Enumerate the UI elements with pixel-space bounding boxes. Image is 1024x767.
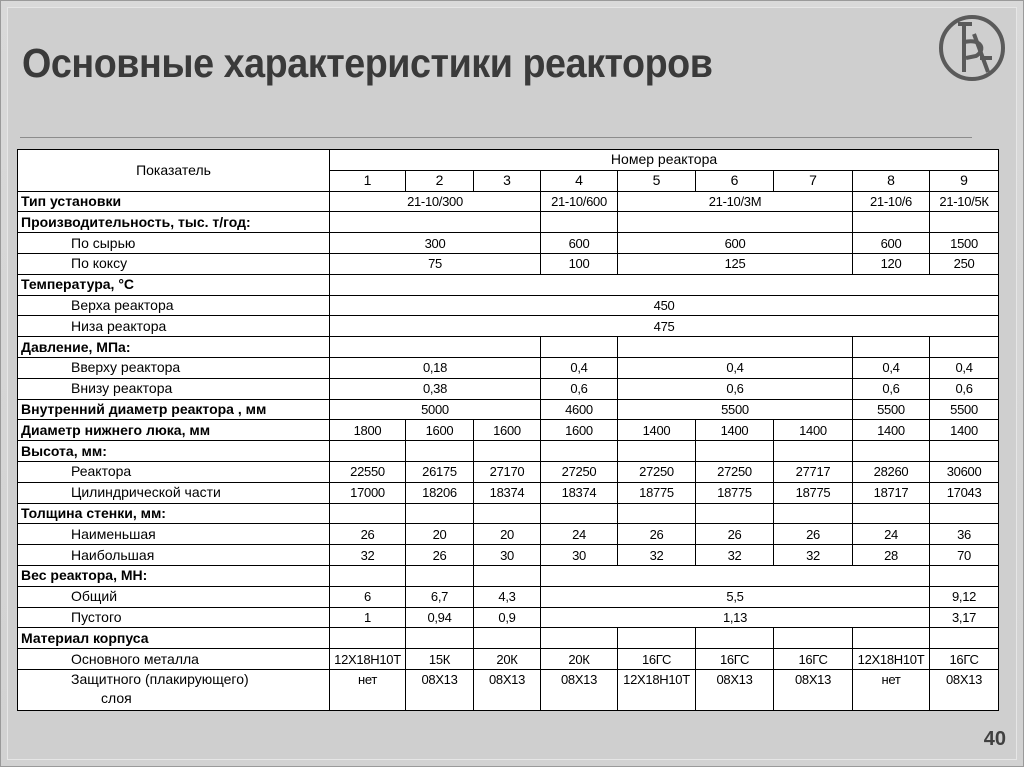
table-cell: 26	[330, 524, 406, 545]
table-row-weight-empty	[18, 607, 999, 628]
table-cell: 36	[930, 524, 999, 545]
table-row-wall-max	[18, 545, 999, 566]
table-cell: 1	[330, 607, 406, 628]
table-cell: 450	[330, 295, 999, 316]
table-row-hatch-diameter	[18, 420, 999, 441]
table-row-pressure	[18, 337, 999, 358]
table-cell	[330, 503, 406, 524]
header-row-1	[18, 150, 999, 171]
table-cell: 0,6	[541, 378, 618, 399]
table-cell: 600	[853, 233, 930, 254]
table-cell: 70	[930, 545, 999, 566]
table-cell: 27250	[618, 461, 696, 482]
table-cell	[474, 441, 541, 462]
table-cell	[330, 337, 541, 358]
table-cell	[330, 274, 999, 295]
table-row-productivity	[18, 212, 999, 233]
row-label: Вверху реактора	[18, 357, 330, 378]
table-cell: 18775	[618, 482, 696, 503]
table-cell	[774, 628, 853, 649]
table-cell	[330, 628, 406, 649]
table-cell: 0,18	[330, 357, 541, 378]
table-cell	[774, 503, 853, 524]
table-row-height-cylinder	[18, 482, 999, 503]
table-cell	[696, 628, 774, 649]
table-cell	[853, 628, 930, 649]
reactor-number: 5	[618, 170, 696, 191]
table-cell: 1600	[406, 420, 474, 441]
reactor-characteristics-table	[17, 149, 999, 711]
table-cell	[406, 503, 474, 524]
table-cell: нет	[853, 669, 930, 710]
table-cell: 1600	[541, 420, 618, 441]
table-cell: 0,4	[541, 357, 618, 378]
row-label-line1: Защитного (плакирующего)	[71, 670, 249, 687]
table-cell: 18775	[774, 482, 853, 503]
table-cell: нет	[330, 669, 406, 710]
table-cell	[541, 212, 618, 233]
row-label: Реактора	[18, 461, 330, 482]
table-row-coke	[18, 253, 999, 274]
row-label: Пустого	[18, 607, 330, 628]
table-cell: 0,4	[853, 357, 930, 378]
table-cell: 18206	[406, 482, 474, 503]
table-row-pressure-bottom	[18, 378, 999, 399]
row-label: Наибольшая	[18, 545, 330, 566]
table-cell: 5,5	[541, 586, 930, 607]
table-row-material-base	[18, 649, 999, 670]
table-cell	[474, 503, 541, 524]
row-label: Высота, мм:	[18, 441, 330, 462]
row-label: Верха реактора	[18, 295, 330, 316]
table-cell	[330, 441, 406, 462]
table-cell	[618, 441, 696, 462]
table-cell: 12Х18Н10Т	[330, 649, 406, 670]
table-cell	[853, 212, 930, 233]
row-label: Толщина стенки, мм:	[18, 503, 330, 524]
reactor-table-container	[17, 149, 998, 711]
table-cell: 32	[774, 545, 853, 566]
table-cell: 30	[541, 545, 618, 566]
table-cell: 1500	[930, 233, 999, 254]
table-cell: 22550	[330, 461, 406, 482]
table-cell	[618, 503, 696, 524]
table-cell: 1400	[930, 420, 999, 441]
table-cell	[930, 337, 999, 358]
company-logo-icon	[936, 12, 1008, 84]
table-row-wall	[18, 503, 999, 524]
table-cell: 0,38	[330, 378, 541, 399]
table-cell: 21-10/5К	[930, 191, 999, 212]
table-cell: 6	[330, 586, 406, 607]
table-cell: 08Х13	[696, 669, 774, 710]
table-cell: 32	[330, 545, 406, 566]
table-cell: 21-10/6	[853, 191, 930, 212]
row-label: Внутренний диаметр реактора , мм	[18, 399, 330, 420]
table-cell: 0,6	[930, 378, 999, 399]
table-cell	[696, 503, 774, 524]
reactor-number: 4	[541, 170, 618, 191]
table-cell: 27250	[541, 461, 618, 482]
table-cell	[330, 565, 406, 586]
table-cell: 600	[618, 233, 853, 254]
reactor-number: 1	[330, 170, 406, 191]
table-cell: 30	[474, 545, 541, 566]
row-label: Диаметр нижнего люка, мм	[18, 420, 330, 441]
table-cell: 32	[696, 545, 774, 566]
reactor-number: 8	[853, 170, 930, 191]
table-cell	[853, 441, 930, 462]
table-cell: 18717	[853, 482, 930, 503]
table-row-temp-top	[18, 295, 999, 316]
row-label: Тип установки	[18, 191, 330, 212]
table-cell: 21-10/300	[330, 191, 541, 212]
table-cell: 32	[618, 545, 696, 566]
table-cell: 20	[406, 524, 474, 545]
table-cell	[618, 212, 853, 233]
table-cell	[541, 565, 930, 586]
row-label: Общий	[18, 586, 330, 607]
reactor-number-header: Номер реактора	[330, 150, 999, 171]
row-label: Материал корпуса	[18, 628, 330, 649]
table-cell: 0,4	[618, 357, 853, 378]
table-cell	[541, 503, 618, 524]
table-row-temperature	[18, 274, 999, 295]
table-cell: 18374	[474, 482, 541, 503]
row-label-line2: слоя	[101, 689, 132, 706]
table-cell: 18775	[696, 482, 774, 503]
table-cell: 27717	[774, 461, 853, 482]
table-cell: 475	[330, 316, 999, 337]
table-cell: 1600	[474, 420, 541, 441]
row-label: По коксу	[18, 253, 330, 274]
table-cell: 125	[618, 253, 853, 274]
row-label	[18, 669, 330, 710]
table-cell: 1400	[618, 420, 696, 441]
table-cell: 5000	[330, 399, 541, 420]
table-cell: 1400	[853, 420, 930, 441]
table-cell	[541, 441, 618, 462]
table-cell: 18374	[541, 482, 618, 503]
table-row-temp-bottom	[18, 316, 999, 337]
table-cell: 16ГС	[696, 649, 774, 670]
table-cell	[406, 441, 474, 462]
table-row-weight-total	[18, 586, 999, 607]
table-cell	[930, 628, 999, 649]
table-cell	[541, 628, 618, 649]
reactor-number: 7	[774, 170, 853, 191]
table-cell: 20К	[541, 649, 618, 670]
table-cell	[541, 337, 618, 358]
table-cell: 600	[541, 233, 618, 254]
table-cell: 16ГС	[930, 649, 999, 670]
table-cell: 24	[541, 524, 618, 545]
table-cell	[474, 628, 541, 649]
table-cell: 5500	[930, 399, 999, 420]
table-cell: 1,13	[541, 607, 930, 628]
table-cell: 0,94	[406, 607, 474, 628]
table-cell: 12Х18Н10Т	[618, 669, 696, 710]
table-cell: 08Х13	[774, 669, 853, 710]
table-cell: 26	[406, 545, 474, 566]
table-cell: 17043	[930, 482, 999, 503]
table-cell: 27170	[474, 461, 541, 482]
table-cell: 9,12	[930, 586, 999, 607]
table-cell: 24	[853, 524, 930, 545]
table-row-material	[18, 628, 999, 649]
table-cell: 1800	[330, 420, 406, 441]
table-cell: 0,6	[618, 378, 853, 399]
table-cell: 16ГС	[774, 649, 853, 670]
table-cell: 5500	[618, 399, 853, 420]
row-label: Наименьшая	[18, 524, 330, 545]
table-cell: 1400	[774, 420, 853, 441]
table-cell	[330, 212, 541, 233]
table-cell: 08Х13	[406, 669, 474, 710]
table-cell: 100	[541, 253, 618, 274]
table-cell	[853, 503, 930, 524]
table-cell	[696, 441, 774, 462]
table-cell	[930, 441, 999, 462]
table-row-material-clad	[18, 669, 999, 710]
table-cell: 300	[330, 233, 541, 254]
table-cell: 26	[618, 524, 696, 545]
table-cell	[618, 337, 853, 358]
table-cell	[774, 441, 853, 462]
table-cell: 0,9	[474, 607, 541, 628]
table-cell: 1400	[696, 420, 774, 441]
reactor-number: 6	[696, 170, 774, 191]
reactor-number: 2	[406, 170, 474, 191]
table-cell: 21-10/600	[541, 191, 618, 212]
table-cell: 26	[696, 524, 774, 545]
table-cell: 0,6	[853, 378, 930, 399]
table-cell: 20К	[474, 649, 541, 670]
table-cell: 28260	[853, 461, 930, 482]
title-divider	[20, 137, 972, 138]
table-cell	[930, 503, 999, 524]
table-row-install-type	[18, 191, 999, 212]
table-cell: 17000	[330, 482, 406, 503]
table-cell	[406, 628, 474, 649]
row-label: Вес реактора, МН:	[18, 565, 330, 586]
table-cell: 08Х13	[930, 669, 999, 710]
page-title: Основные характеристики реакторов	[22, 40, 713, 86]
table-row-wall-min	[18, 524, 999, 545]
table-cell: 3,17	[930, 607, 999, 628]
table-cell: 0,4	[930, 357, 999, 378]
table-cell	[930, 212, 999, 233]
reactor-number: 3	[474, 170, 541, 191]
table-cell: 4600	[541, 399, 618, 420]
table-cell: 30600	[930, 461, 999, 482]
table-cell	[930, 565, 999, 586]
table-cell: 250	[930, 253, 999, 274]
row-label: Внизу реактора	[18, 378, 330, 399]
table-row-height	[18, 441, 999, 462]
table-cell: 08Х13	[474, 669, 541, 710]
table-row-inner-diameter	[18, 399, 999, 420]
table-cell: 26	[774, 524, 853, 545]
table-cell: 08Х13	[541, 669, 618, 710]
table-row-raw	[18, 233, 999, 254]
indicator-header: Показатель	[18, 150, 330, 192]
row-label: Низа реактора	[18, 316, 330, 337]
table-row-weight	[18, 565, 999, 586]
table-row-height-reactor	[18, 461, 999, 482]
table-cell	[853, 337, 930, 358]
table-cell: 16ГС	[618, 649, 696, 670]
reactor-number: 9	[930, 170, 999, 191]
table-cell: 20	[474, 524, 541, 545]
page-number: 40	[983, 728, 1006, 750]
table-cell: 28	[853, 545, 930, 566]
row-label: Производительность, тыс. т/год:	[18, 212, 330, 233]
table-cell: 26175	[406, 461, 474, 482]
row-label: Давление, МПа:	[18, 337, 330, 358]
row-label: Температура, °С	[18, 274, 330, 295]
table-cell: 21-10/3М	[618, 191, 853, 212]
table-cell: 5500	[853, 399, 930, 420]
table-cell: 6,7	[406, 586, 474, 607]
table-cell: 12Х18Н10Т	[853, 649, 930, 670]
table-cell: 120	[853, 253, 930, 274]
table-cell: 75	[330, 253, 541, 274]
table-cell	[618, 628, 696, 649]
table-cell: 27250	[696, 461, 774, 482]
row-label: Основного металла	[18, 649, 330, 670]
table-row-pressure-top	[18, 357, 999, 378]
table-cell	[406, 565, 474, 586]
table-cell: 4,3	[474, 586, 541, 607]
table-cell	[474, 565, 541, 586]
table-cell: 15К	[406, 649, 474, 670]
row-label: Цилиндрической части	[18, 482, 330, 503]
row-label: По сырью	[18, 233, 330, 254]
